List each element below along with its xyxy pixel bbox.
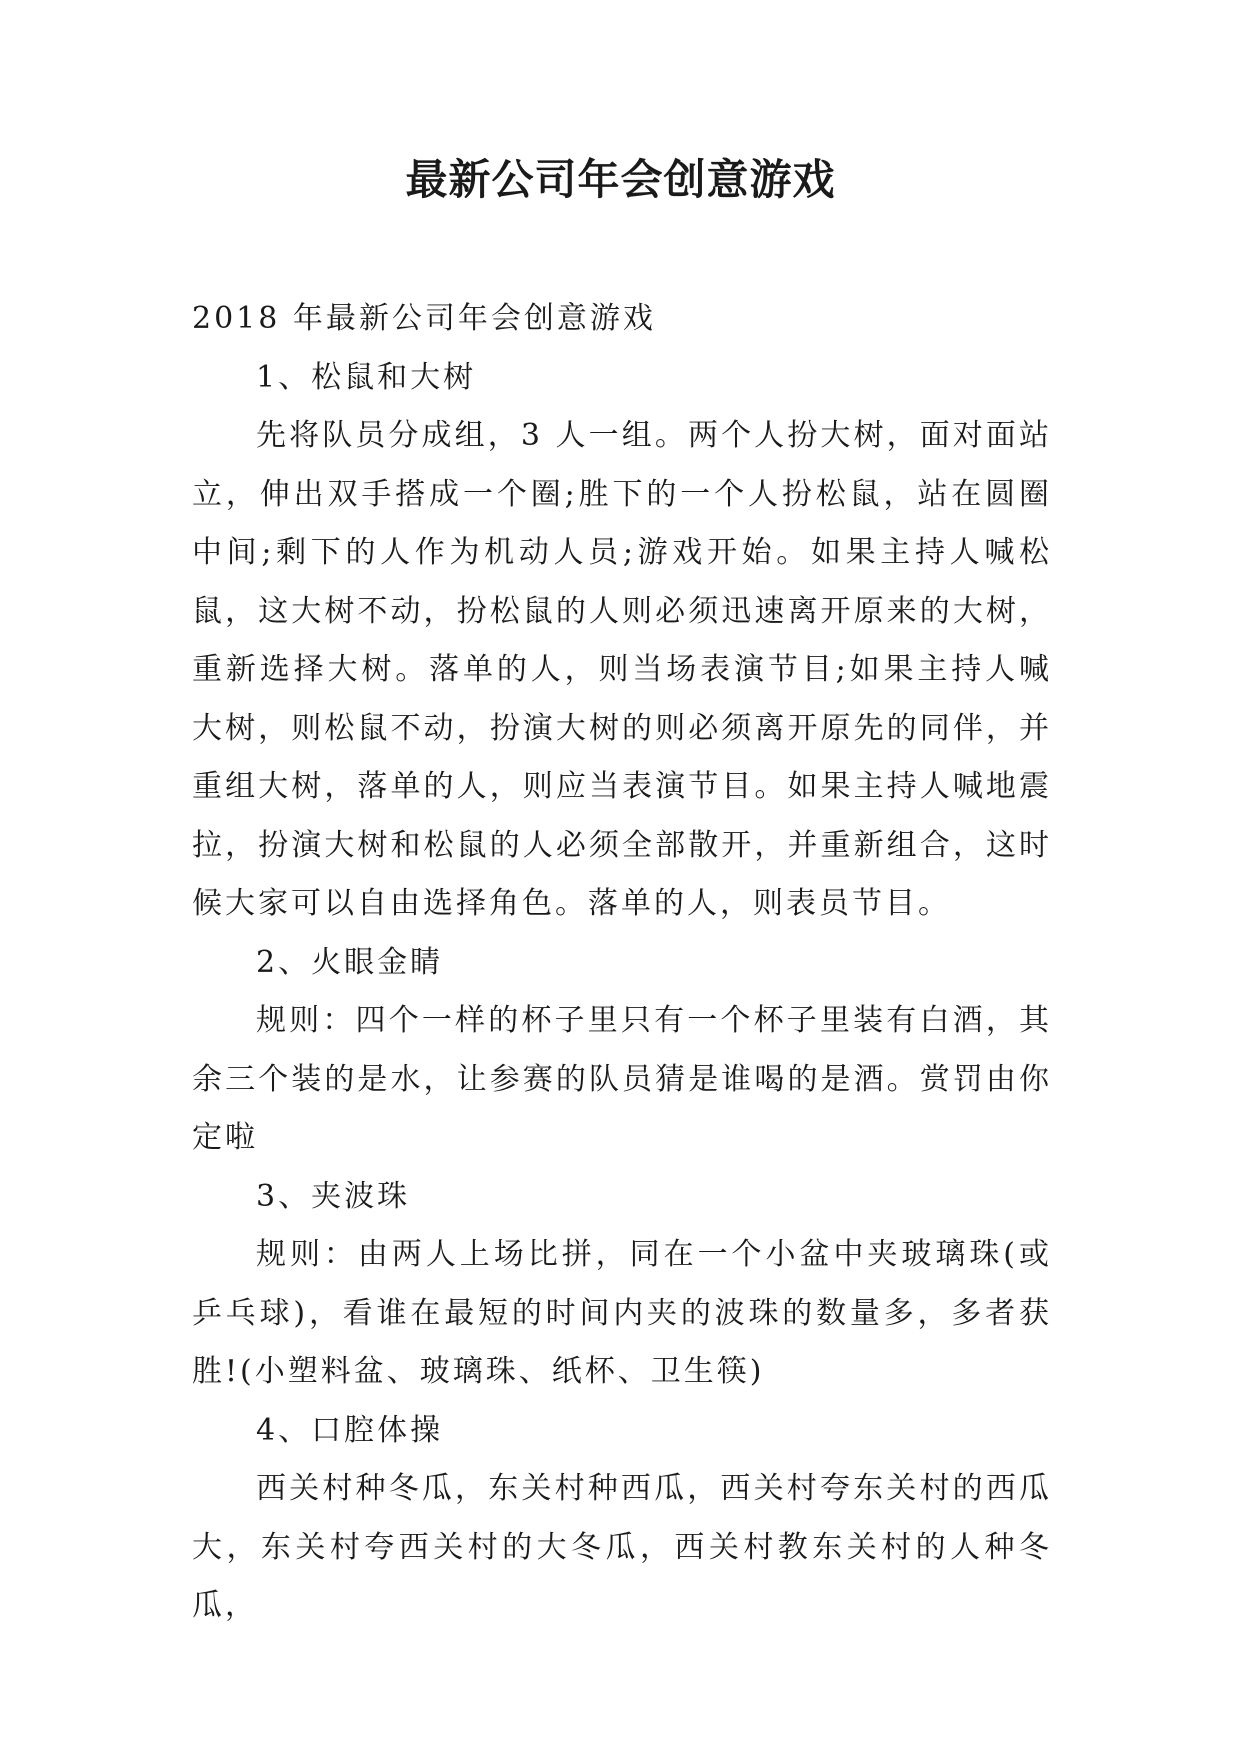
section-body-3: 规则：由两人上场比拼，同在一个小盆中夹玻璃珠(或乒乓球)，看谁在最短的时间内夹的波珠的数量多，多者获胜!(小塑料盆、玻璃珠、纸杯、卫生筷) [192, 1237, 1052, 1389]
section-heading-4: 4、口腔体操 [256, 1412, 444, 1448]
section-heading-1: 1、松鼠和大树 [256, 359, 477, 395]
section-body-1: 先将队员分成组，3 人一组。两个人扮大树，面对面站立，伸出双手搭成一个圈;胜下的一个人扮松鼠，站在圆圈中间;剩下的人作为机动人员;游戏开始。如果主持人喊松鼠，这大树不动，扮松鼠的人则必须迅速离开原来的大树，重新选择大树。落单的人，则当场表演节目;如果主持人喊大树，则松鼠不动，扮演大树的则必须离开原先的同伴，并重组大树，落单的人，则应当表演节目。如果主持人喊地震拉，扮演大树和松鼠的人必须全部散开，并重新组合，这时候大家可以自由选择角色。落单的人，则表员节目。 [192, 418, 1052, 921]
document-title: 最新公司年会创意游戏 [405, 155, 836, 204]
section-body-4: 西关村种冬瓜，东关村种西瓜，西关村夸东关村的西瓜大，东关村夸西关村的大冬瓜，西关村教东关村的人种冬瓜， [192, 1471, 1052, 1623]
section-heading-3: 3、夹波珠 [256, 1178, 411, 1214]
document-subtitle: 2018 年最新公司年会创意游戏 [192, 301, 656, 336]
section-body-2: 规则：四个一样的杯子里只有一个杯子里装有白酒，其余三个装的是水，让参赛的队员猜是谁喝的是酒。赏罚由你定啦 [192, 1003, 1052, 1155]
section-heading-2: 2、火眼金睛 [256, 944, 444, 980]
document-body [192, 290, 1052, 1636]
